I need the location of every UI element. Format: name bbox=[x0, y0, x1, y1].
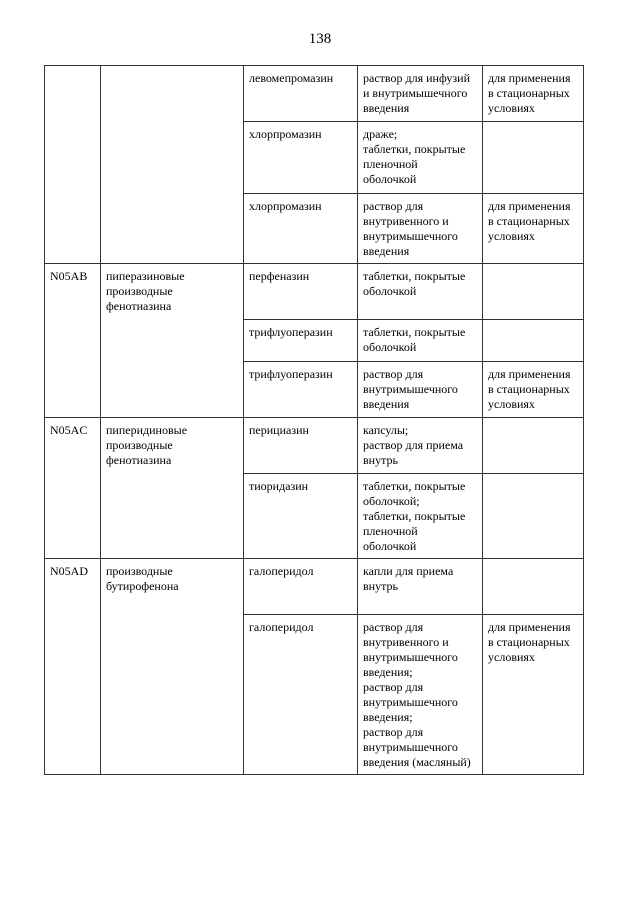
page-number: 138 bbox=[308, 31, 332, 47]
table-row bbox=[45, 418, 584, 474]
note-cell bbox=[483, 559, 584, 615]
dosage-form-cell: капли для приема внутрь bbox=[358, 559, 483, 615]
group-name-cell bbox=[101, 66, 244, 264]
table-row bbox=[45, 264, 584, 320]
group-name-cell: пиперазиновые производные фенотиазина bbox=[101, 264, 244, 418]
atc-code-cell: N05AD bbox=[45, 559, 101, 775]
dosage-form-cell: таблетки, покрытые оболочкой bbox=[358, 320, 483, 362]
drug-name-cell: тиоридазин bbox=[244, 474, 358, 559]
atc-code-cell: N05AC bbox=[45, 418, 101, 559]
note-cell: для применения в стационарных условиях bbox=[483, 615, 584, 775]
table-row bbox=[45, 66, 584, 122]
note-cell bbox=[483, 122, 584, 194]
group-name-cell: производные бутирофенона bbox=[101, 559, 244, 775]
note-cell: для применения в стационарных условиях bbox=[483, 194, 584, 264]
note-cell bbox=[483, 474, 584, 559]
note-cell: для применения в стационарных условиях bbox=[483, 362, 584, 418]
note-cell: для применения в стационарных условиях bbox=[483, 66, 584, 122]
dosage-form-cell: драже; таблетки, покрытые пленочной оболочкой bbox=[358, 122, 483, 194]
table-row bbox=[45, 559, 584, 615]
dosage-form-cell: раствор для инфузий и внутримышечного введения bbox=[358, 66, 483, 122]
note-cell bbox=[483, 264, 584, 320]
drug-name-cell: галоперидол bbox=[244, 559, 358, 615]
dosage-form-cell: таблетки, покрытые оболочкой bbox=[358, 264, 483, 320]
drug-name-cell: галоперидол bbox=[244, 615, 358, 775]
note-cell bbox=[483, 418, 584, 474]
drug-name-cell: левомепромазин bbox=[244, 66, 358, 122]
drug-name-cell: трифлуоперазин bbox=[244, 320, 358, 362]
dosage-form-cell: таблетки, покрытые оболочкой; таблетки, покрытые пленочной оболочкой bbox=[358, 474, 483, 559]
dosage-form-cell: раствор для внутривенного и внутримышечного введения bbox=[358, 194, 483, 264]
note-cell bbox=[483, 320, 584, 362]
drug-name-cell: перициазин bbox=[244, 418, 358, 474]
drug-table bbox=[44, 65, 584, 775]
atc-code-cell bbox=[45, 66, 101, 264]
group-name-cell: пиперидиновые производные фенотиазина bbox=[101, 418, 244, 559]
drug-name-cell: перфеназин bbox=[244, 264, 358, 320]
atc-code-cell: N05AB bbox=[45, 264, 101, 418]
drug-name-cell: хлорпромазин bbox=[244, 194, 358, 264]
drug-name-cell: хлорпромазин bbox=[244, 122, 358, 194]
dosage-form-cell: капсулы; раствор для приема внутрь bbox=[358, 418, 483, 474]
dosage-form-cell: раствор для внутривенного и внутримышечного введения; раствор для внутримышечного введения; раствор для внутримышечного введения (масляный) bbox=[358, 615, 483, 775]
dosage-form-cell: раствор для внутримышечного введения bbox=[358, 362, 483, 418]
drug-name-cell: трифлуоперазин bbox=[244, 362, 358, 418]
